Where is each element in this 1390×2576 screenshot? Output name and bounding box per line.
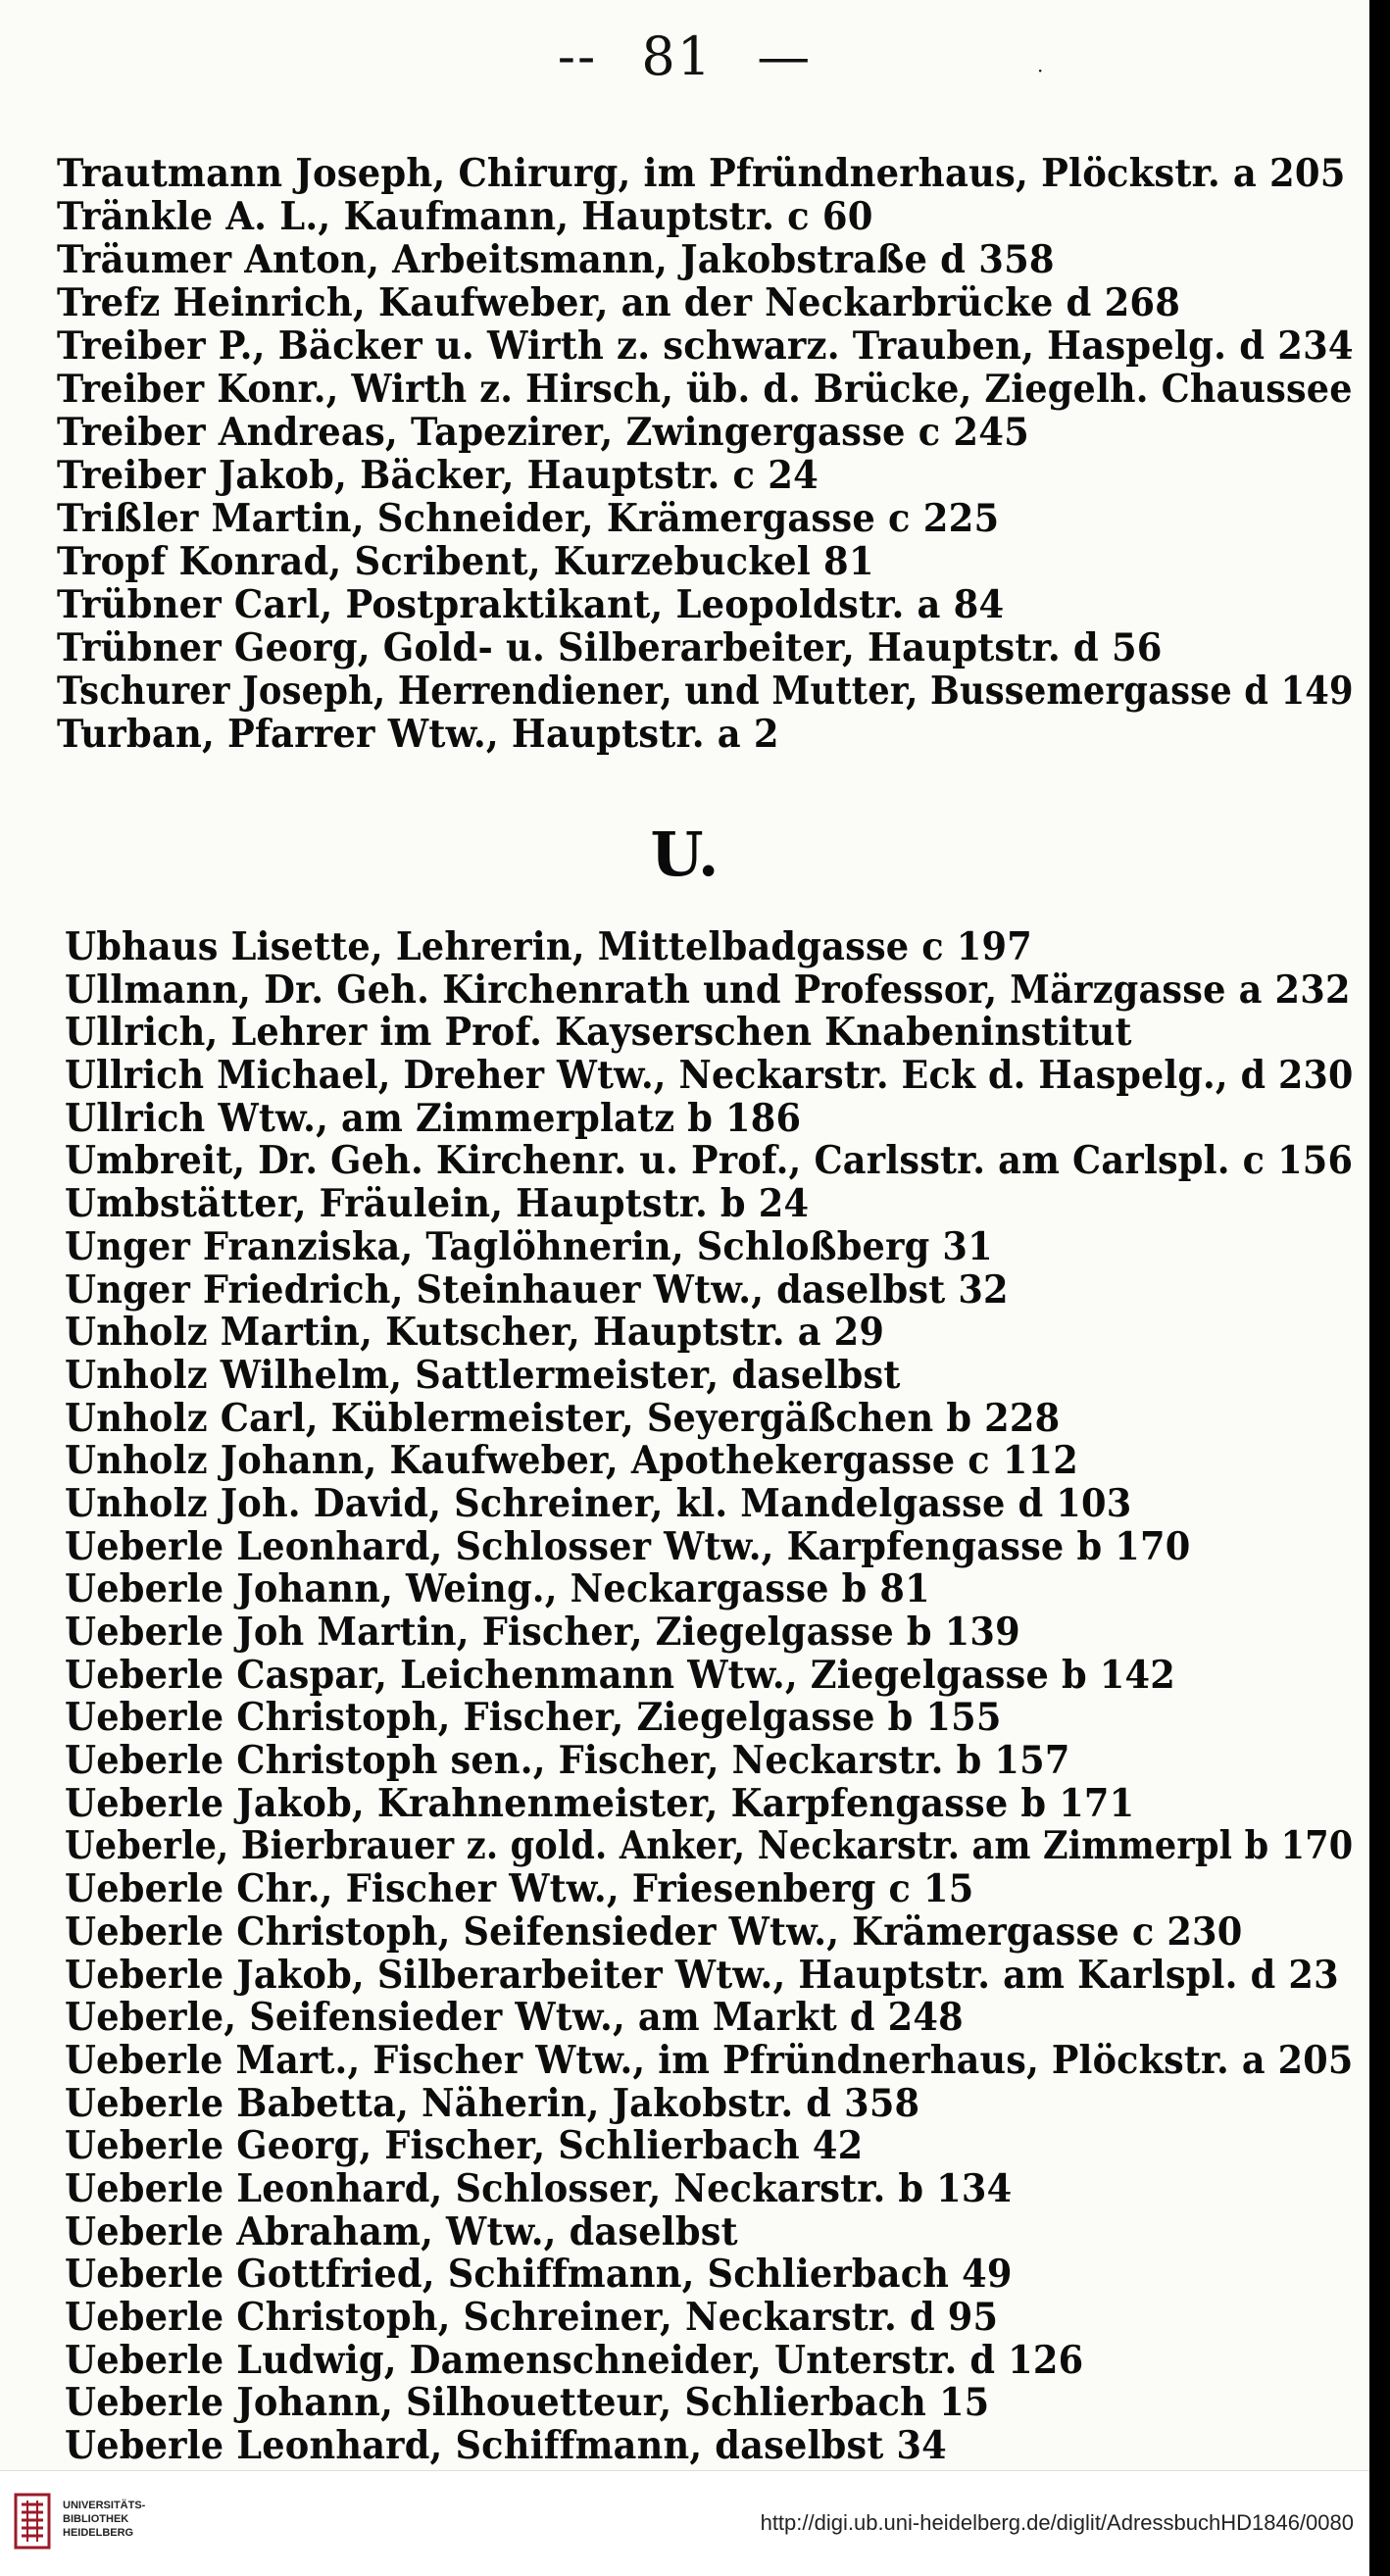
directory-entry: Turban, Pfarrer Wtw., Hauptstr. a 2 — [57, 712, 779, 757]
directory-entry: Unholz Joh. David, Schreiner, kl. Mandelgasse d 103 — [65, 1480, 1132, 1526]
directory-entry: Ueberle Leonhard, Schiffmann, daselbst 34 — [65, 2423, 947, 2469]
header-dot: · — [1037, 59, 1046, 82]
directory-entry: Trübner Georg, Gold- u. Silberarbeiter, Hauptstr. d 56 — [57, 625, 1163, 670]
directory-entry: Ueberle Leonhard, Schlosser Wtw., Karpfengasse b 170 — [65, 1523, 1191, 1569]
directory-entry: Ueberle Gottfried, Schiffmann, Schlierbach 49 — [65, 2252, 1013, 2298]
library-name-line: BIBLIOTHEK — [63, 2513, 129, 2525]
directory-entry: Unholz Martin, Kutscher, Hauptstr. a 29 — [65, 1310, 885, 1356]
directory-entry: Ueberle Christoph, Schreiner, Neckarstr. d 95 — [65, 2295, 999, 2340]
source-url-link[interactable]: http://digi.ub.uni-heidelberg.de/diglit/AdressbuchHD1846/0080 — [760, 2510, 1354, 2535]
directory-entry: Treiber Andreas, Tapezirer, Zwingergasse c 245 — [57, 410, 1030, 455]
library-name-line: UNIVERSITÄTS- — [63, 2500, 146, 2511]
directory-entry: Träumer Anton, Arbeitsmann, Jakobstraße d 358 — [57, 237, 1055, 282]
directory-entry: Ueberle Abraham, Wtw., daselbst — [65, 2208, 738, 2254]
directory-entry: Tropf Konrad, Scribent, Kurzebuckel 81 — [57, 539, 874, 584]
directory-entry: Unholz Carl, Küblermeister, Seyergäßchen b 228 — [65, 1395, 1061, 1441]
header-dash-right: — — [757, 25, 813, 87]
directory-entry: Ueberle, Bierbrauer z. gold. Anker, Neckarstr. am Zimmerpl b 170 — [65, 1823, 1354, 1869]
directory-entry: Ueberle Jakob, Silberarbeiter Wtw., Hauptstr. am Karlspl. d 23 — [65, 1952, 1339, 1998]
directory-entry: Ullrich Wtw., am Zimmerplatz b 186 — [65, 1095, 802, 1141]
directory-entry: Trefz Heinrich, Kaufweber, an der Neckarbrücke d 268 — [57, 280, 1181, 325]
directory-entry: Treiber Konr., Wirth z. Hirsch, üb. d. Brücke, Ziegelh. Chaussee — [57, 367, 1353, 412]
directory-entry: Ueberle, Seifensieder Wtw., am Markt d 248 — [65, 1995, 964, 2041]
directory-entry: Unger Franziska, Taglöhnerin, Schloßberg 31 — [65, 1223, 993, 1269]
header-dash-left: -- — [557, 25, 598, 87]
directory-entries-u — [65, 926, 1369, 2468]
library-name-line: HEIDELBERG — [63, 2527, 134, 2539]
directory-entry: Ueberle Christoph, Seifensieder Wtw., Krämergasse c 230 — [65, 1908, 1243, 1955]
directory-entry: Ueberle Babetta, Näherin, Jakobstr. d 358 — [65, 2080, 920, 2126]
directory-entry: Ueberle Ludwig, Damenschneider, Unterstr. d 126 — [65, 2337, 1084, 2383]
directory-entry: Ullmann, Dr. Geh. Kirchenrath und Professor, Märzgasse a 232 — [65, 966, 1351, 1013]
directory-entry: Unholz Johann, Kaufweber, Apothekergasse c 112 — [65, 1438, 1078, 1484]
directory-entry: Ueberle Christoph sen., Fischer, Neckarstr. b 157 — [65, 1738, 1070, 1784]
directory-entry: Ueberle Chr., Fischer Wtw., Friesenberg c 15 — [65, 1866, 974, 1912]
directory-entry: Ueberle Jakob, Krahnenmeister, Karpfengasse b 171 — [65, 1780, 1135, 1826]
directory-entry: Ubhaus Lisette, Lehrerin, Mittelbadgasse c 197 — [65, 924, 1032, 969]
directory-entry: Unger Friedrich, Steinhauer Wtw., daselbst 32 — [65, 1266, 1009, 1313]
directory-entry: Ullrich, Lehrer im Prof. Kayserschen Knabeninstitut — [65, 1010, 1132, 1056]
library-logo-icon — [14, 2491, 55, 2551]
directory-entry: Ueberle Johann, Silhouetteur, Schlierbach 15 — [65, 2380, 990, 2426]
library-name — [63, 2499, 145, 2540]
directory-entry: Unholz Wilhelm, Sattlermeister, daselbst — [65, 1352, 901, 1398]
directory-entry: Umbreit, Dr. Geh. Kirchenr. u. Prof., Carlsstr. am Carlspl. c 156 — [65, 1138, 1354, 1184]
directory-entry: Treiber P., Bäcker u. Wirth z. schwarz. Trauben, Haspelg. d 234 — [57, 323, 1354, 369]
footer — [0, 2470, 1369, 2576]
section-heading-u: U. — [650, 818, 720, 890]
directory-entry: Ueberle Joh Martin, Fischer, Ziegelgasse b 139 — [65, 1610, 1020, 1655]
directory-entry: Ueberle Mart., Fischer Wtw., im Pfründnerhaus, Plöckstr. a 205 — [65, 2037, 1354, 2083]
directory-entry: Trautmann Joseph, Chirurg, im Pfründnerhaus, Plöckstr. a 205 — [57, 151, 1346, 196]
directory-entry: Ueberle Caspar, Leichenmann Wtw., Ziegelgasse b 142 — [65, 1652, 1175, 1698]
directory-entry: Ueberle Christoph, Fischer, Ziegelgasse b 155 — [65, 1695, 1002, 1741]
directory-entry: Trübner Carl, Postpraktikant, Leopoldstr. a 84 — [57, 582, 1005, 627]
directory-entry: Treiber Jakob, Bäcker, Hauptstr. c 24 — [57, 453, 819, 498]
directory-entry: Umbstätter, Fräulein, Hauptstr. b 24 — [65, 1181, 810, 1227]
directory-entry: Ueberle Leonhard, Schlosser, Neckarstr. b 134 — [65, 2165, 1013, 2211]
page-header — [0, 25, 1369, 87]
directory-entries-t — [57, 152, 1369, 756]
directory-entry: Tschurer Joseph, Herrendiener, und Mutter, Bussemergasse d 149 — [57, 669, 1354, 714]
directory-entry: Ueberle Georg, Fischer, Schlierbach 42 — [65, 2123, 864, 2169]
directory-entry: Tränkle A. L., Kaufmann, Hauptstr. c 60 — [57, 194, 873, 239]
directory-entry: Ueberle Johann, Weing., Neckargasse b 81 — [65, 1566, 930, 1612]
directory-entry: Ullrich Michael, Dreher Wtw., Neckarstr. Eck d. Haspelg., d 230 — [65, 1053, 1354, 1099]
library-logo[interactable] — [14, 2491, 161, 2559]
page-number: 81 — [641, 25, 714, 87]
directory-entry: Trißler Martin, Schneider, Krämergasse c 225 — [57, 496, 1000, 541]
